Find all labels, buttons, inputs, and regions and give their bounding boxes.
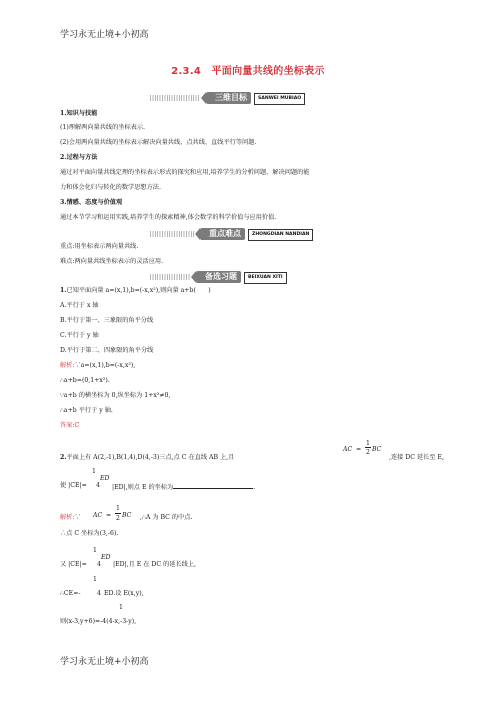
q2-solution-vector-equation (93, 505, 137, 527)
banner-stripe (150, 231, 194, 237)
banner-chip-practice: 备选习题 (196, 271, 241, 283)
q2-solution-step-2: ∴点 C 坐标为(3,-6). (60, 530, 119, 537)
q2-solution-step-3a: 又 |CE|= (60, 561, 87, 568)
q2-stem-b: ,连接 DC 延长至 E, (389, 454, 444, 461)
banner-practice (150, 271, 355, 283)
banner-stripe (150, 274, 190, 280)
q2-number: 2. (60, 454, 67, 461)
vector-ac-label: AC (343, 446, 353, 453)
page-header: 学习永无止境+小初高 (60, 30, 149, 40)
goal-line-2: (2)会用两向量共线的坐标表示解决向量共线、点共线、直线平行等问题. (60, 139, 257, 146)
key-point: 重点:用坐标表示两向量共线. (60, 243, 139, 250)
q1-answer: 答案:C (60, 422, 80, 429)
banner-chip-goals: 三维目标 (206, 92, 251, 104)
q1-stem (60, 287, 211, 295)
q2-answer-blank (173, 482, 253, 489)
q1-solution-step-1: ∵a=(x,1),b=(-x,x²), (74, 362, 136, 369)
q2-solution-step-1b: ,∴A 为 BC 的中点. (140, 514, 193, 521)
q2-solution-step-5b: (4-x,-3-y), (106, 618, 137, 625)
q2-solution-label: 解析: (60, 514, 75, 521)
goal-para-2a: 通过对平面向量共线定理的坐标表示形式的探究和应用,培养学生的分析问题、解决问题的能 (60, 169, 310, 176)
q2-solution-step-4b: ED.设 E(x,y), (104, 590, 144, 597)
q2-stem-d: |ED|,则点 E 的坐标为 . (112, 484, 256, 491)
goal-heading-1: 1.知识与技能 (60, 110, 98, 117)
q2-stem-c: 使 |CE|= (60, 482, 87, 489)
equals-sign: = (106, 512, 112, 519)
q1-solution-line-1 (60, 362, 135, 370)
q1-stem-text: 已知平面向量 a=(x,1),b=(-x,x²),则向量 a+b( ) (66, 287, 211, 294)
q2-stem-d-text: |ED|,则点 E 的坐标为 (112, 484, 174, 491)
q2-stem-line-2 (60, 482, 87, 490)
vector-bc-label: BC (372, 446, 382, 453)
banner-key (150, 228, 355, 240)
q1-solution-step-4: ∴a+b 平行于 y 轴. (60, 407, 113, 414)
q2-solution-line-1 (60, 514, 81, 522)
q1-option-b: B.平行于第一、三象限的角平分线 (60, 317, 154, 324)
q2-quarter-denominator-3: 4 (97, 590, 101, 597)
q2-vector-equation (343, 440, 387, 464)
q2-quarter-denominator-4: 4 (102, 618, 107, 625)
q1-option-d: D.平行于第二、四象限的角平分线 (60, 347, 154, 354)
banner-chip-key: 重点难点 (200, 228, 245, 240)
banner-tag-practice: BEIXUAN XITI (244, 272, 287, 284)
goal-heading-2: 2.过程与方法 (60, 154, 98, 161)
q1-number: 1. (60, 287, 67, 294)
vector-bc-label: BC (122, 512, 132, 519)
q1-solution-step-2: ∴a+b=(0,1+x²). (60, 377, 110, 384)
q1-option-a: A.平行于 x 轴 (60, 302, 99, 309)
q1-solution-label: 解析: (60, 362, 75, 369)
fraction-bar (115, 513, 121, 514)
q2-vector-ed: ED (100, 475, 110, 482)
q2-quarter-numerator-2: 1 (93, 547, 97, 554)
q1-solution-step-3: ∵a+b 的横坐标为 0,纵坐标为 1+x²≠0, (60, 392, 171, 399)
page-footer: 学习永无止境+小初高 (60, 657, 149, 667)
equals-sign: = (356, 446, 362, 453)
difficult-point: 难点:两向量共线坐标表示的灵活应用. (60, 258, 164, 265)
q2-quarter-denominator: 4 (96, 482, 100, 489)
fraction-numerator: 1 (366, 440, 370, 447)
q1-option-c: C.平行于 y 轴 (60, 332, 99, 339)
goal-para-2b: 力和体会化归与转化的数学思想方法. (60, 184, 161, 191)
fraction-numerator: 1 (116, 505, 120, 512)
goal-heading-3: 3.情感、态度与价值观 (60, 199, 123, 206)
q2-solution-step-3b: |ED|,且 E 在 DC 的延长线上, (113, 561, 196, 568)
q2-solution-step-4a: ∴CE=- (60, 590, 81, 597)
banner-tag-key: ZHONGDIAN NANDIAN (248, 229, 313, 241)
q2-solution-step-5 (60, 618, 136, 626)
q2-quarter-numerator-4: 1 (119, 604, 123, 611)
vector-ac-label: AC (93, 512, 103, 519)
q2-vector-ed-2: ED (101, 554, 111, 561)
banner-stripe (150, 95, 200, 101)
q2-quarter-numerator: 1 (92, 468, 96, 475)
q2-quarter-denominator-2: 4 (97, 561, 101, 568)
fraction-denominator: 2 (116, 515, 120, 522)
q2-solution-step-5a: 则(x-3,y+6)=- (60, 618, 103, 625)
q2-quarter-numerator-3: 1 (93, 576, 97, 583)
goal-line-1: (1)理解两向量共线的坐标表示. (60, 124, 145, 131)
section-title: 2.3.4 平面向量共线的坐标表示 (171, 66, 325, 77)
banner-goals (150, 92, 355, 104)
q2-stem-line-1 (60, 454, 234, 462)
q2-stem-a: 平面上有 A(2,-1),B(1,4),D(4,-3)三点,点 C 在直线 AB 上,且 (66, 454, 235, 461)
fraction-denominator: 2 (366, 449, 370, 456)
fraction-bar (365, 447, 371, 448)
q2-solution-because: ∵ (74, 514, 81, 521)
banner-tag-goals: SANWEI MUBIAO (254, 93, 305, 105)
goal-para-3: 通过本节学习和运用实践,培养学生的探索精神,体会数学的科学价值与应用价值. (60, 214, 277, 221)
